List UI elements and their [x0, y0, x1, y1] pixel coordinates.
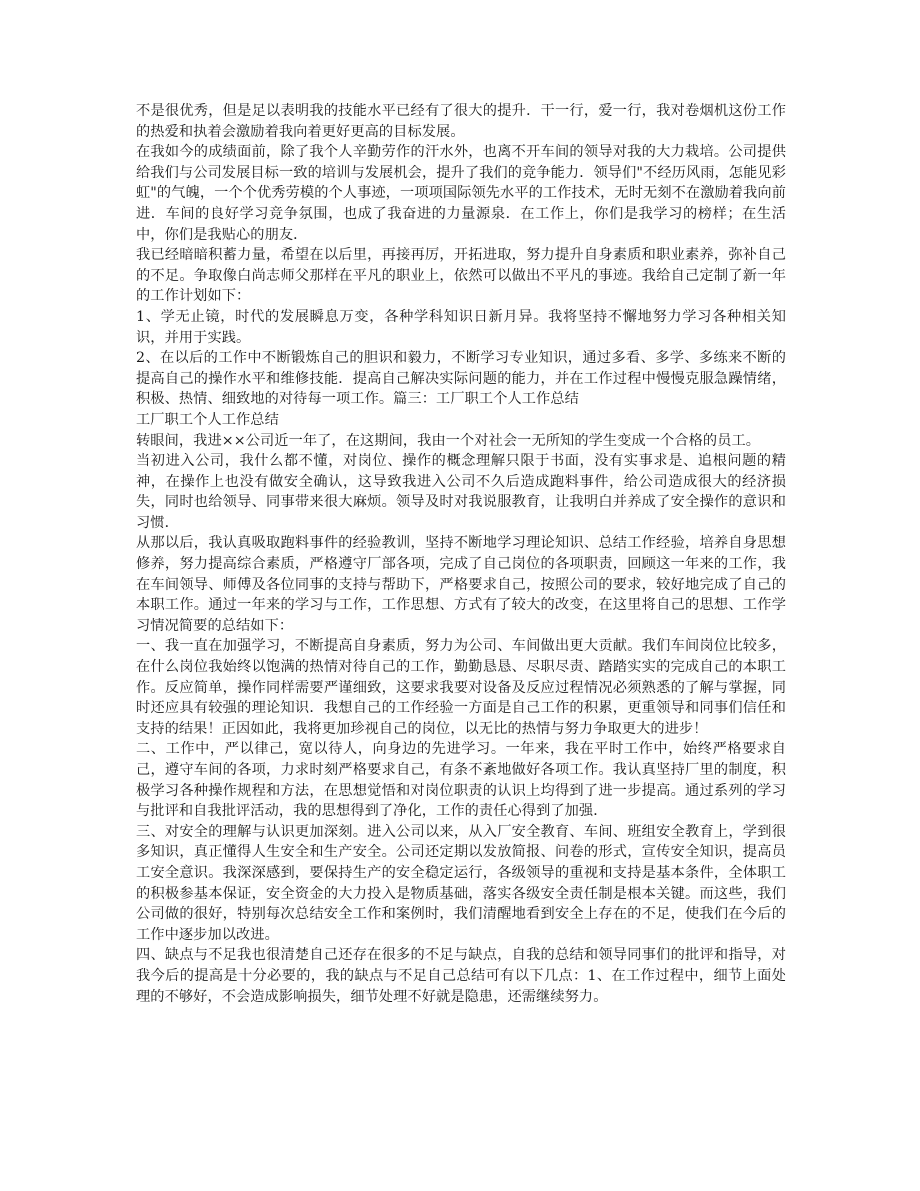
paragraph-10: 一、我一直在加强学习，不断提高自身素质，努力为公司、车间做出更大贡献。我们车间岗位比较多，在什么岗位我始终以饱满的热情对待自己的工作，勤勤恳恳、尽职尽责、踏踏实实的完成自己的本职工作。反应简单，操作同样需要严谨细致，这要求我要对设备及反应过程情况必须熟悉的了解与掌握，同时还应具有较强的理论知识．我想自己的工作经验一方面是自己工作的积累，更重领导和同事们信任和支持的结果！正因如此，我将更加珍视自己的岗位，以无比的热情与努力争取更大的进步！ [136, 638, 786, 737]
paragraph-3: 我已经暗暗积蓄力量，希望在以后里，再接再厉，开拓进取，努力提升自身素质和职业素养，弥补自己的不足。争取像白尚志师父那样在平凡的职业上，依然可以做出不平凡的事迹。我给自己定制了新一年的工作计划如下： [136, 247, 786, 305]
paragraph-12: 三、对安全的理解与认识更加深刻。进入公司以来，从入厂安全教育、车间、班组安全教育上，学到很多知识，真正懂得人生安全和生产安全。公司还定期以发放简报、问卷的形式，宣传安全知识，提高员工安全意识。我深深感到，要保持生产的安全稳定运行，各级领导的重视和支持是基本条件，全体职工的积极参基本保证，安全资金的大力投入是物质基础，落实各级安全责任制是根本关键。而这些，我们公司做的很好，特别每次总结安全工作和案例时，我们清醒地看到安全上存在的不足，使我们在今后的工作中逐步加以改进。 [136, 823, 786, 943]
document-body [136, 101, 786, 1007]
paragraph-1: 不是很优秀，但是足以表明我的技能水平已经有了很大的提升．干一行，爱一行，我对卷烟机这份工作的热爱和执着会激励着我向着更好更高的目标发展。 [136, 103, 786, 140]
paragraph-8: 当初进入公司，我什么都不懂，对岗位、操作的概念理解只限于书面，没有实事求是、追根问题的精神，在操作上也没有做安全确认，这导致我进入公司不久后造成跑料事件，给公司造成很大的经济损失，同时也给领导、同事带来很大麻烦。领导及时对我说服教育，让我明白并养成了安全操作的意识和习惯． [136, 453, 786, 531]
paragraph-5: 2、在以后的工作中不断锻炼自己的胆识和毅力，不断学习专业知识，通过多看、多学、多练来不断的提高自己的操作水平和维修技能．提高自己解决实际问题的能力，并在工作过程中慢慢克服急躁情绪，积极、热情、细致地的对待每一项工作。篇三：工厂职工个人工作总结 [136, 350, 786, 408]
paragraph-2: 在我如今的成绩面前，除了我个人辛勤劳作的汗水外，也离不开车间的领导对我的大力栽培。公司提供给我们与公司发展目标一致的培训与发展机会，提升了我们的竞争能力．领导们"不经历风雨，怎能见彩虹"的气魄，一个个优秀劳模的个人事迹，一项项国际领先水平的工作技术，无时无刻不在激励着我向前进．车间的良好学习竞争氛围，也成了我奋进的力量源泉．在工作上，你们是我学习的榜样；在生活中，你们是我贴心的朋友． [136, 144, 786, 243]
paragraph-4: 1、学无止镜，时代的发展瞬息万变，各种学科知识日新月异。我将坚持不懈地努力学习各种相关知识，并用于实践。 [136, 308, 786, 346]
section-heading: 工厂职工个人工作总结 [136, 411, 279, 428]
paragraph-11: 二、工作中，严以律己，宽以待人，向身边的先进学习。一年来，我在平时工作中，始终严格要求自己，遵守车间的各项，力求时刻严格要求自己，有条不紊地做好各项工作。我认真坚持厂里的制度，积极学习各种操作规程和方法，在思想觉悟和对岗位职责的认识上均得到了进一步提高。通过系列的学习与批评和自我批评活动，我的思想得到了净化，工作的责任心得到了加强． [136, 741, 786, 820]
paragraph-9: 从那以后，我认真吸取跑料事件的经验教训，坚持不断地学习理论知识、总结工作经验，培养自身思想修养，努力提高综合素质，严格遵守厂部各项，完成了自己岗位的各项职责，回顾这一年来的工作，我在车间领导、师傅及各位同事的支持与帮助下，严格要求自己，按照公司的要求，较好地完成了自己的本职工作。通过一年来的学习与工作，工作思想、方式有了较大的改变，在这里将自己的思想、工作学习情况简要的总结如下： [136, 535, 786, 634]
paragraph-7: 转眼间，我进××公司近一年了，在这期间，我由一个对社会一无所知的学生变成一个合格的员工。 [136, 432, 761, 449]
paragraph-13: 四、缺点与不足我也很清楚自己还存在很多的不足与缺点，自我的总结和领导同事们的批评和指导，对我今后的提高是十分必要的，我的缺点与不足自己总结可有以下几点：1、在工作过程中，细节上面处理的不够好，不会造成影响损失，细节处理不好就是隐患，还需继续努力。 [136, 947, 786, 1005]
